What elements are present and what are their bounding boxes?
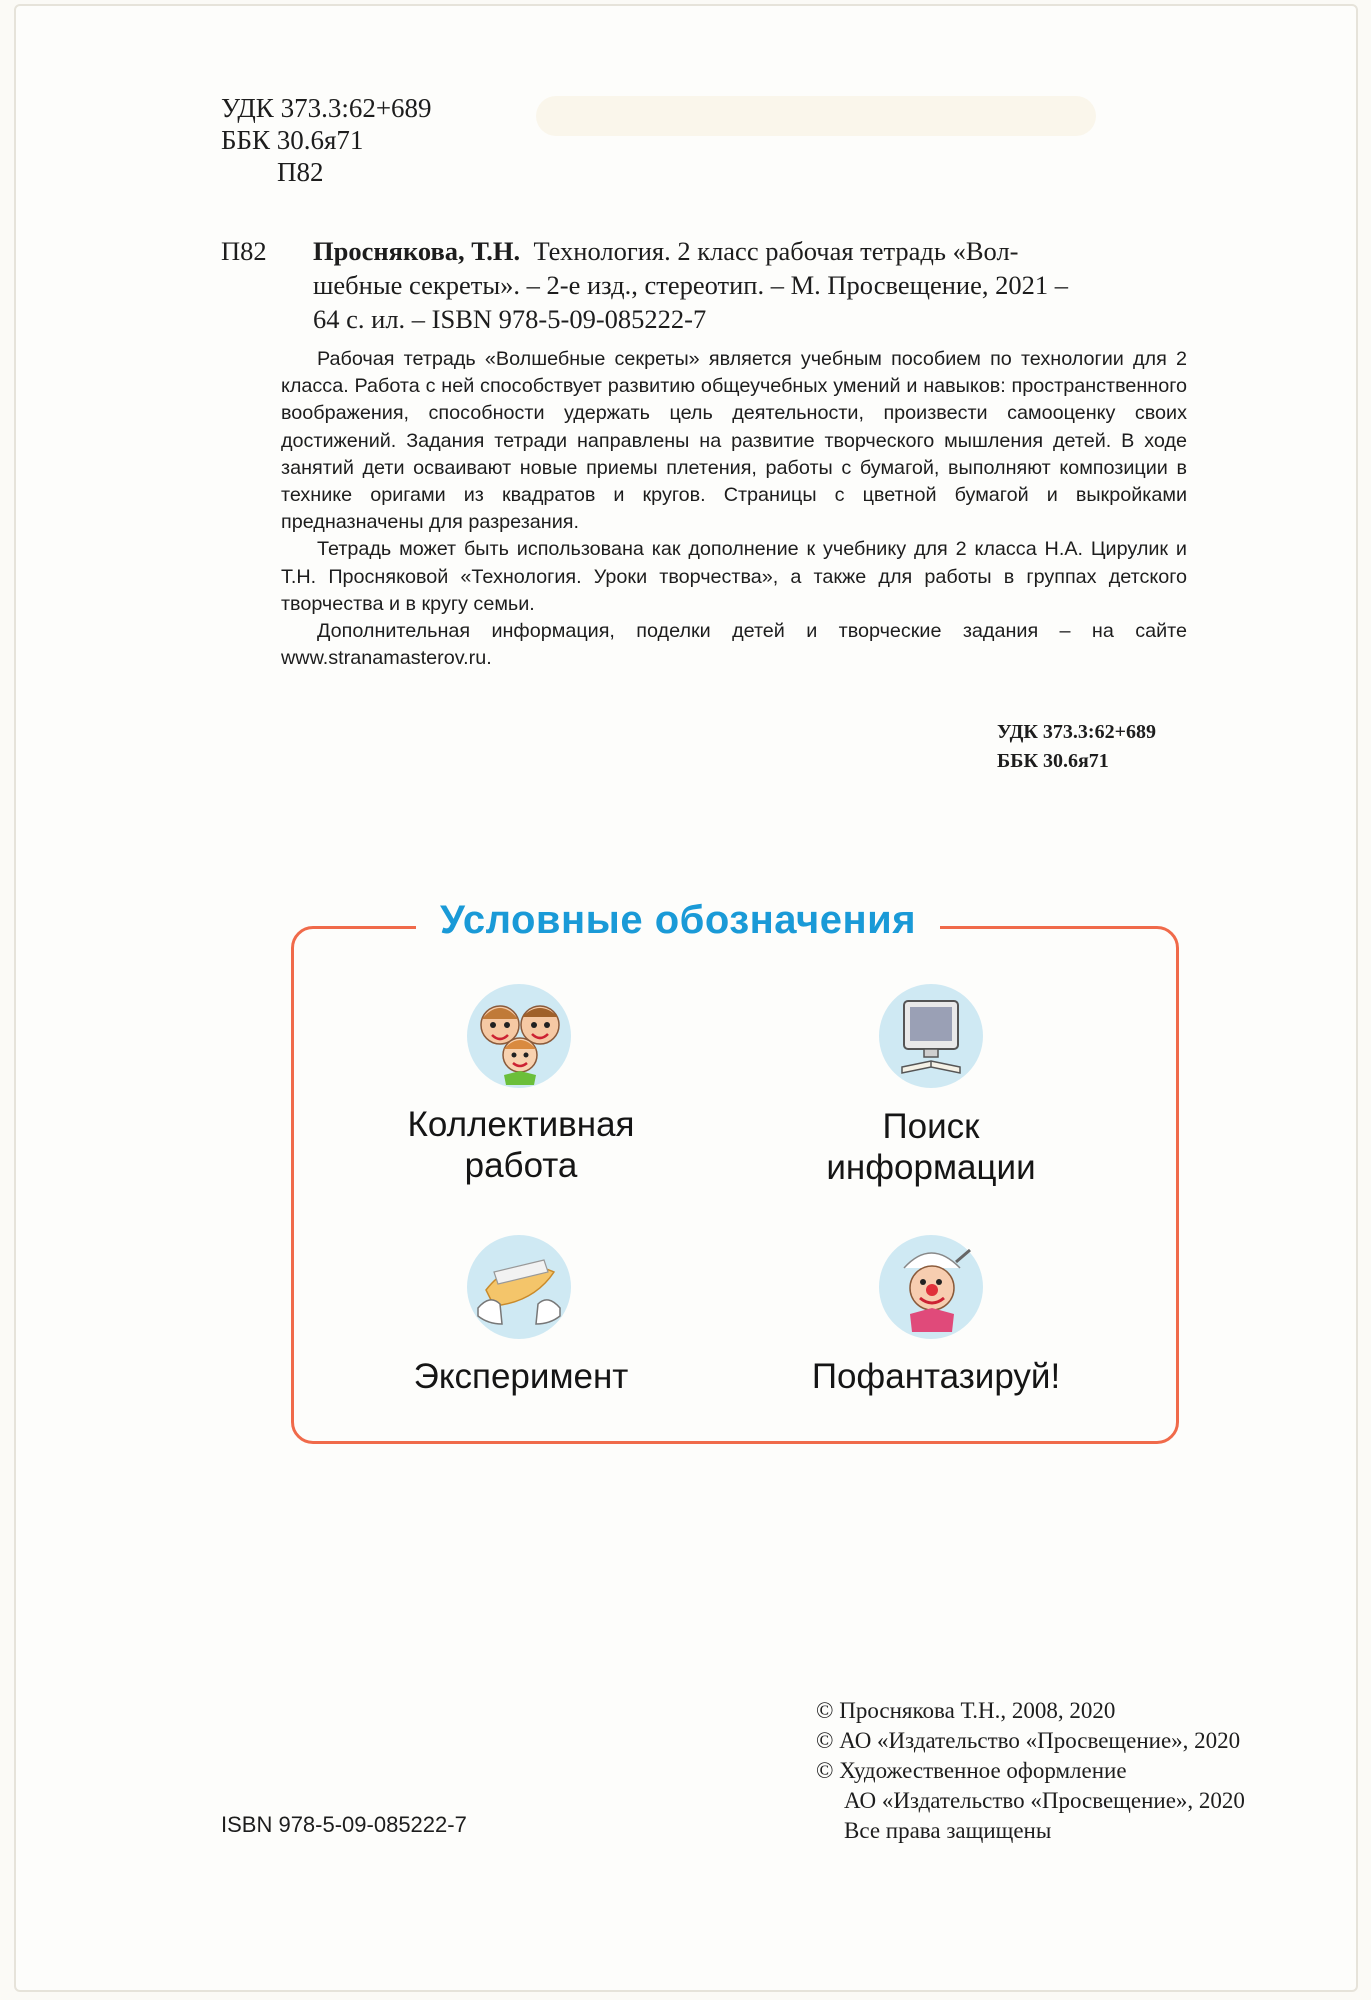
copyright-line-3: © Художественное оформление [816,1758,1127,1783]
legend-item-fantasy [756,1356,1116,1397]
udk-code-right: УДК 373.3:62+689 [997,721,1156,743]
copyright-line-5: Все права защищены [844,1818,1052,1843]
biblio-line-1 [313,234,1187,268]
abstract [281,346,1187,672]
copyright-block [816,1696,1245,1846]
abstract-paragraph-2: Тетрадь может быть использована как дополнение к учебнику для 2 класса Н.А. Цирулик и Т.Н. Просняковой «Технология. Уроки творчества», а также для работы в группах детского творчества и в кругу семьи. [281,538,1187,615]
page-sheet [14,4,1358,1992]
biblio-author: Проснякова, Т.Н. [313,236,521,266]
bibliographic-record [221,234,1187,336]
legend-label-collective-2: работа [464,1146,578,1185]
computer-book-icon [876,981,986,1096]
legend-item-search [776,1106,1086,1188]
legend-title: Условные обозначения [416,898,940,943]
bbk-code: ББК 30.6я71 [221,125,364,155]
bbk-code-right: ББК 30.6я71 [997,750,1109,772]
author-mark: П82 [277,157,324,187]
legend-item-experiment [366,1356,676,1397]
biblio-line-2: шебные секреты». – 2-е изд., стереотип. – М. Просвещение, 2021 – [313,270,1069,300]
clown-icon [876,1232,986,1347]
biblio-line-3: 64 с. ил. – ISBN 978-5-09-085222-7 [313,304,707,334]
classification-codes-right [997,718,1156,776]
isbn-bottom: ISBN 978-5-09-085222-7 [221,1812,467,1837]
copyright-line-2: © АО «Издательство «Просвещение», 2020 [816,1728,1241,1753]
abstract-paragraph-1: Рабочая тетрадь «Волшебные секреты» является учебным пособием по технологии для 2 класса. Работа с ней способствует развитию общеучебных умений и навыков: пространственного воображения, способности удержать цель деятельности, произвести самооценку своих достижений. Задания тетради направлены на развитие творческого мышления детей. В ходе занятий дети осваивают новые приемы плетения, работы с бумагой, выполняют композиции в технике оригами из квадратов и кругов. Страницы с цветной бумагой и выкройками предназначены для разрезания. [281,348,1187,534]
paper-hands-icon [464,1232,574,1347]
copyright-line-4: АО «Издательство «Просвещение», 2020 [844,1788,1245,1813]
biblio-code: П82 [221,236,267,266]
biblio-title: Технология. 2 класс рабочая тетрадь «Вол- [533,236,1019,266]
legend-item-collective [366,1104,676,1186]
children-icon [464,981,574,1096]
show-through-artwork [536,96,1096,136]
legend-label-experiment: Эксперимент [413,1357,629,1396]
classification-codes [221,92,432,188]
udk-code: УДК 373.3:62+689 [221,93,432,123]
legend-label-collective-1: Коллективная [407,1105,635,1144]
copyright-line-1: © Проснякова Т.Н., 2008, 2020 [816,1698,1116,1723]
abstract-paragraph-3: Дополнительная информация, поделки детей и творческие задания – на сайте www.stranamasterov.ru. [281,620,1187,670]
legend-label-search-2: информации [826,1148,1036,1187]
legend-label-fantasy: Пофантазируй! [811,1357,1061,1396]
legend-label-search-1: Поиск [882,1107,980,1146]
